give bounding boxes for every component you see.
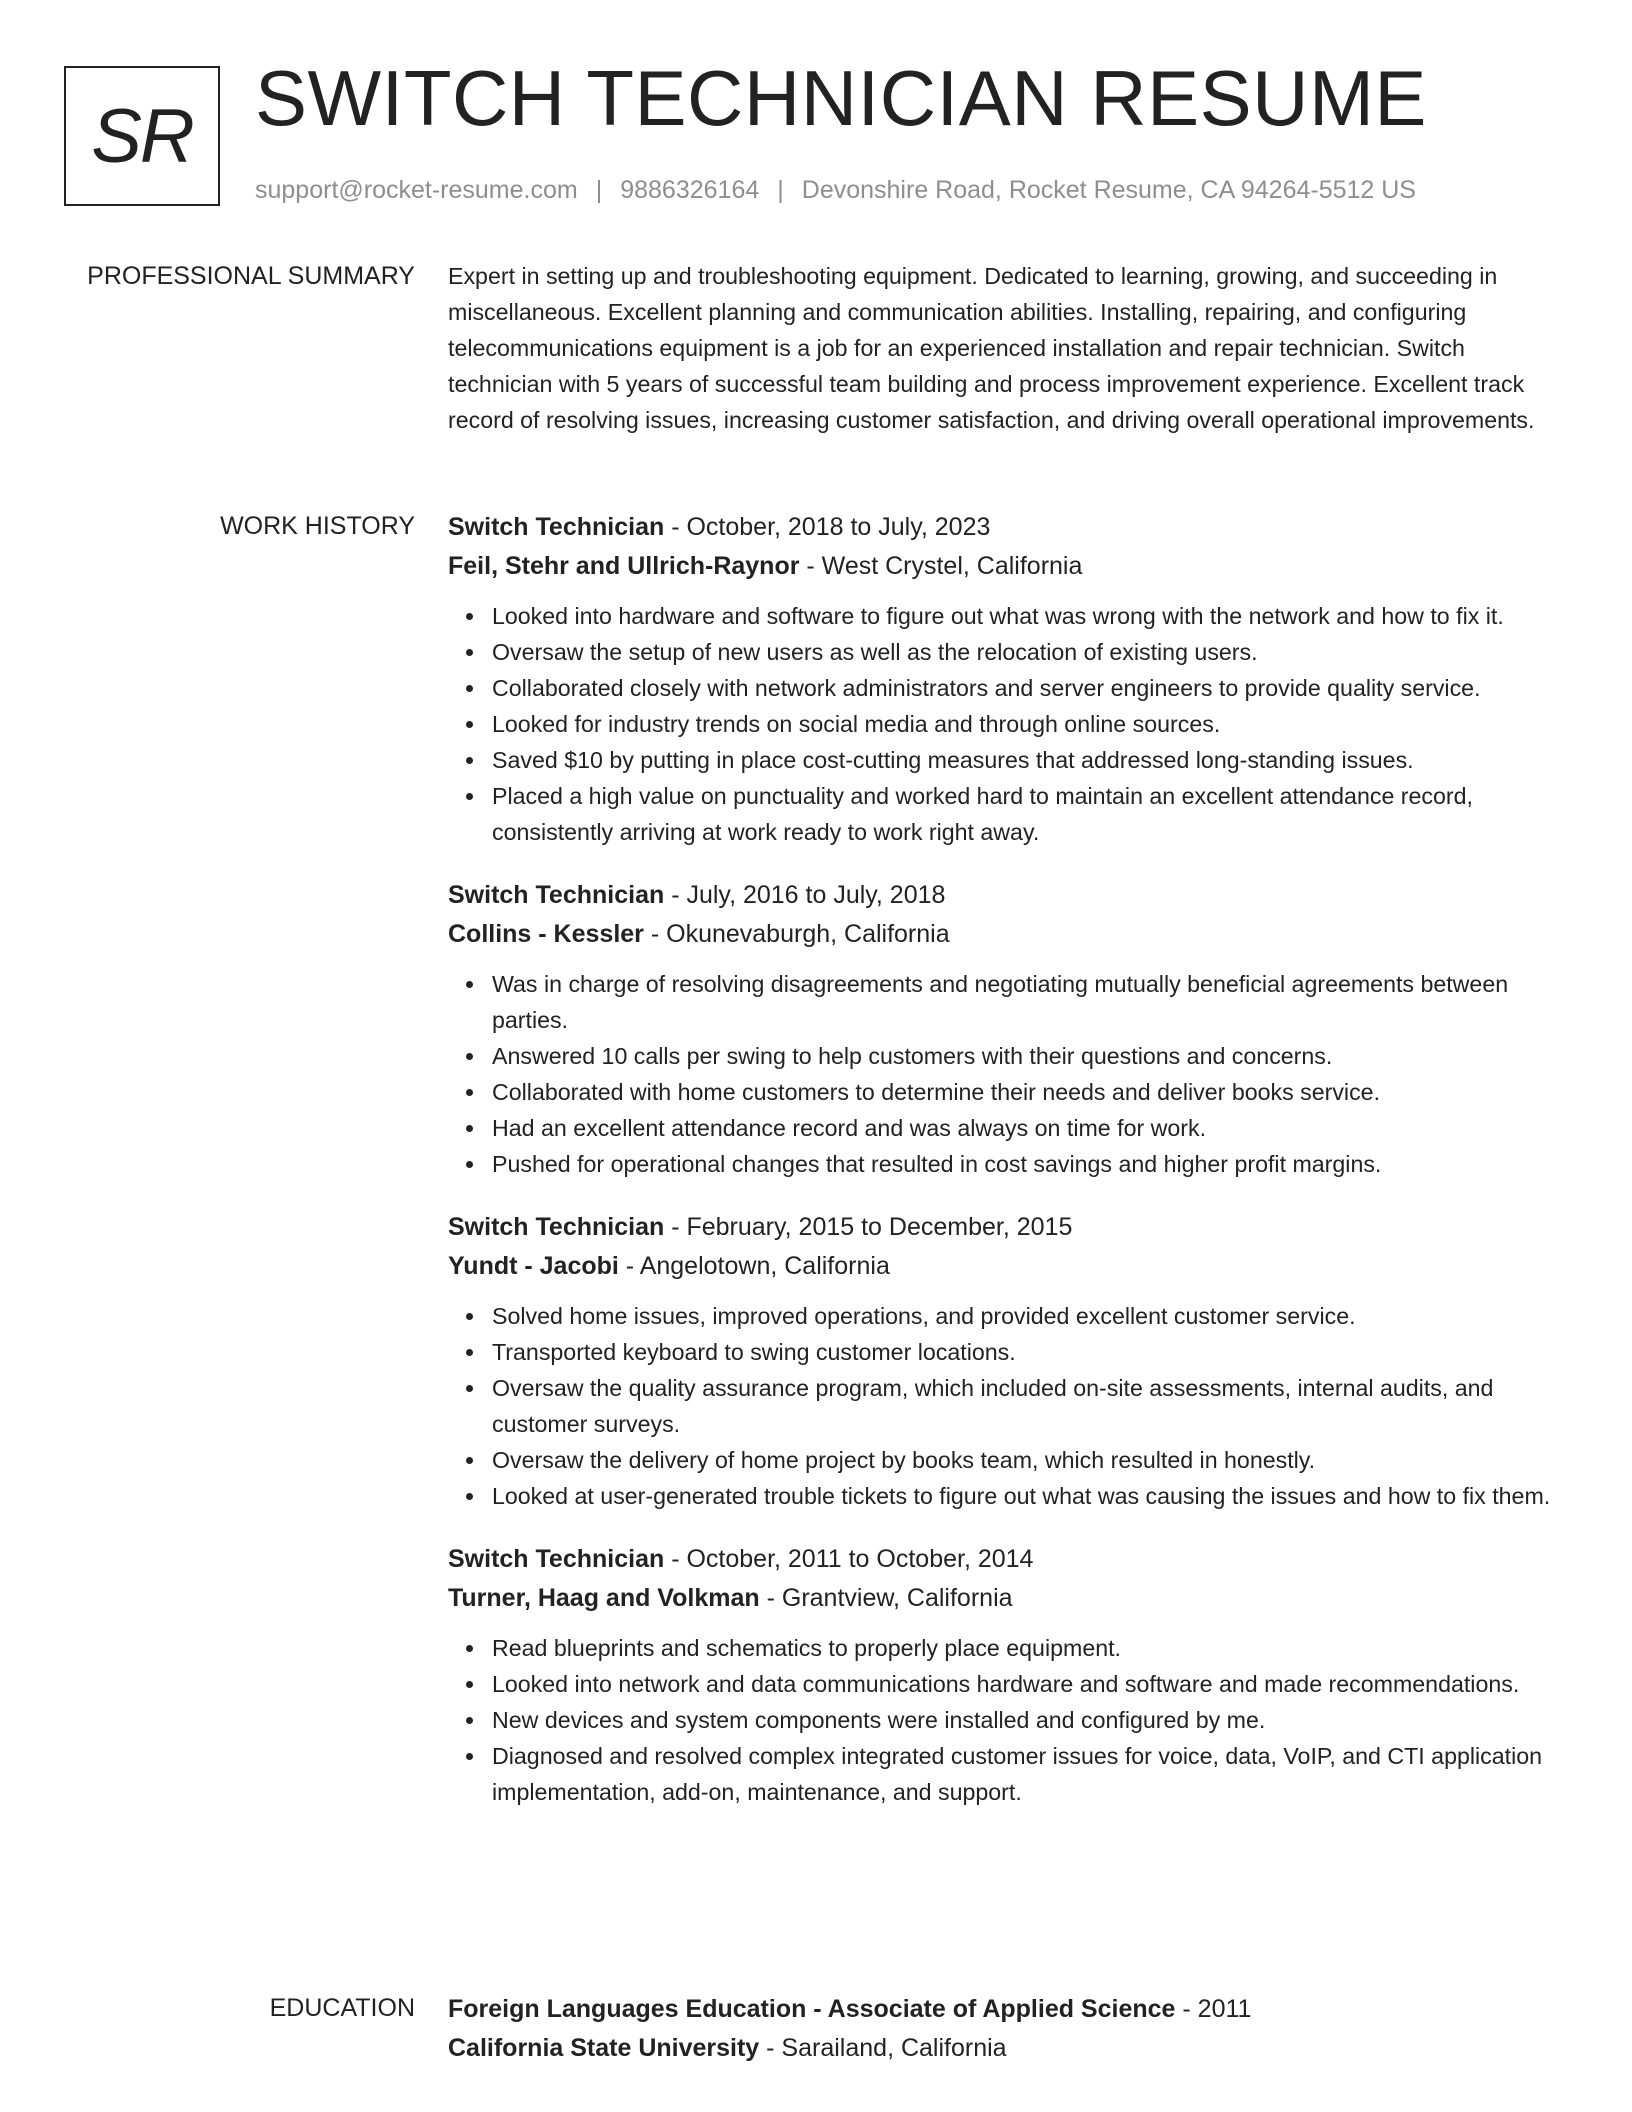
contact-address: Devonshire Road, Rocket Resume, CA 94264-5512 US bbox=[801, 176, 1416, 204]
job-company: Feil, Stehr and Ullrich-Raynor bbox=[448, 552, 800, 580]
list-item: Oversaw the quality assurance program, which included on-site assessments, internal audits, and customer surveys. bbox=[492, 1370, 1564, 1442]
list-item: Oversaw the setup of new users as well as the relocation of existing users. bbox=[492, 634, 1564, 670]
job-bullets bbox=[448, 966, 1564, 1182]
list-item: Pushed for operational changes that resulted in cost savings and higher profit margins. bbox=[492, 1146, 1564, 1182]
contact-line bbox=[255, 176, 1416, 205]
job-location: - West Crystel, California bbox=[799, 552, 1083, 580]
job-company-line bbox=[448, 1247, 1564, 1286]
job-company-line bbox=[448, 915, 1564, 954]
job-dates: - October, 2018 to July, 2023 bbox=[664, 513, 991, 541]
job-entry bbox=[448, 508, 1564, 850]
contact-phone[interactable]: 9886326164 bbox=[620, 176, 760, 204]
job-title: Switch Technician bbox=[448, 1545, 665, 1573]
list-item: Looked into hardware and software to figure out what was wrong with the network and how to fix it. bbox=[492, 598, 1564, 634]
job-company-line bbox=[448, 1579, 1564, 1618]
job-title-line bbox=[448, 876, 1564, 915]
list-item: Looked for industry trends on social media and through online sources. bbox=[492, 706, 1564, 742]
summary-text: Expert in setting up and troubleshooting equipment. Dedicated to learning, growing, and succeeding in miscellaneous. Excellent planning and communication abilities. Installing, repairing, and configuring telecommunications equipment is a job for an experienced installation and repair technician. Switch technician with 5 years of successful team building and process improvement experience. Excellent track record of resolving issues, increasing customer satisfaction, and driving overall operational improvements. bbox=[448, 263, 1535, 433]
contact-separator: | bbox=[595, 176, 603, 204]
education-body bbox=[448, 1990, 1564, 2068]
job-location: - Angelotown, California bbox=[618, 1252, 890, 1280]
education-year: - 2011 bbox=[1175, 1995, 1252, 2023]
initials-monogram bbox=[64, 66, 220, 206]
job-company: Yundt - Jacobi bbox=[448, 1252, 619, 1280]
list-item: Collaborated closely with network administrators and server engineers to provide quality service. bbox=[492, 670, 1564, 706]
list-item: Diagnosed and resolved complex integrated customer issues for voice, data, VoIP, and CTI application implementation, add-on, maintenance, and support. bbox=[492, 1738, 1564, 1810]
job-entry bbox=[448, 1208, 1564, 1514]
education-school-line bbox=[448, 2029, 1564, 2068]
job-company: Turner, Haag and Volkman bbox=[448, 1584, 760, 1612]
job-bullets bbox=[448, 1298, 1564, 1514]
list-item: Had an excellent attendance record and was always on time for work. bbox=[492, 1110, 1564, 1146]
job-dates: - October, 2011 to October, 2014 bbox=[664, 1545, 1034, 1573]
job-bullets bbox=[448, 598, 1564, 850]
initials-text: SR bbox=[91, 93, 193, 179]
list-item: Looked at user-generated trouble tickets to figure out what was causing the issues and how to fix them. bbox=[492, 1478, 1564, 1514]
list-item: Answered 10 calls per swing to help customers with their questions and concerns. bbox=[492, 1038, 1564, 1074]
page-title: SWITCH TECHNICIAN RESUME bbox=[255, 54, 1427, 142]
list-item: Collaborated with home customers to determine their needs and deliver books service. bbox=[492, 1074, 1564, 1110]
job-bullets bbox=[448, 1630, 1564, 1810]
education-school: California State University bbox=[448, 2034, 760, 2062]
list-item: Looked into network and data communications hardware and software and made recommendations. bbox=[492, 1666, 1564, 1702]
job-title-line bbox=[448, 1208, 1564, 1247]
job-entry bbox=[448, 1540, 1564, 1810]
list-item: Was in charge of resolving disagreements and negotiating mutually beneficial agreements between parties. bbox=[492, 966, 1564, 1038]
summary-label: PROFESSIONAL SUMMARY bbox=[87, 262, 415, 290]
list-item: Saved $10 by putting in place cost-cutting measures that addressed long-standing issues. bbox=[492, 742, 1564, 778]
list-item: Oversaw the delivery of home project by books team, which resulted in honestly. bbox=[492, 1442, 1564, 1478]
job-location: - Okunevaburgh, California bbox=[643, 920, 950, 948]
job-title-line bbox=[448, 1540, 1564, 1579]
list-item: New devices and system components were installed and configured by me. bbox=[492, 1702, 1564, 1738]
job-dates: - July, 2016 to July, 2018 bbox=[664, 881, 946, 909]
education-location: - Sarailand, California bbox=[759, 2034, 1007, 2062]
job-title-line bbox=[448, 508, 1564, 547]
job-dates: - February, 2015 to December, 2015 bbox=[664, 1213, 1073, 1241]
list-item: Solved home issues, improved operations, and provided excellent customer service. bbox=[492, 1298, 1564, 1334]
job-entry bbox=[448, 876, 1564, 1182]
education-degree: Foreign Languages Education - Associate of Applied Science bbox=[448, 1995, 1176, 2023]
education-label: EDUCATION bbox=[269, 1994, 415, 2022]
list-item: Placed a high value on punctuality and worked hard to maintain an excellent attendance record, consistently arriving at work ready to work right away. bbox=[492, 778, 1564, 850]
job-company-line bbox=[448, 547, 1564, 586]
contact-separator: | bbox=[777, 176, 784, 204]
work-history-label: WORK HISTORY bbox=[220, 512, 415, 540]
list-item: Transported keyboard to swing customer locations. bbox=[492, 1334, 1564, 1370]
education-degree-line bbox=[448, 1990, 1564, 2029]
job-company: Collins - Kessler bbox=[448, 920, 644, 948]
job-title: Switch Technician bbox=[448, 881, 665, 909]
job-title: Switch Technician bbox=[448, 513, 665, 541]
work-history-list bbox=[448, 508, 1564, 1836]
job-title: Switch Technician bbox=[448, 1213, 665, 1241]
contact-email[interactable]: support@rocket-resume.com bbox=[255, 176, 578, 204]
list-item: Read blueprints and schematics to properly place equipment. bbox=[492, 1630, 1564, 1666]
job-location: - Grantview, California bbox=[759, 1584, 1013, 1612]
